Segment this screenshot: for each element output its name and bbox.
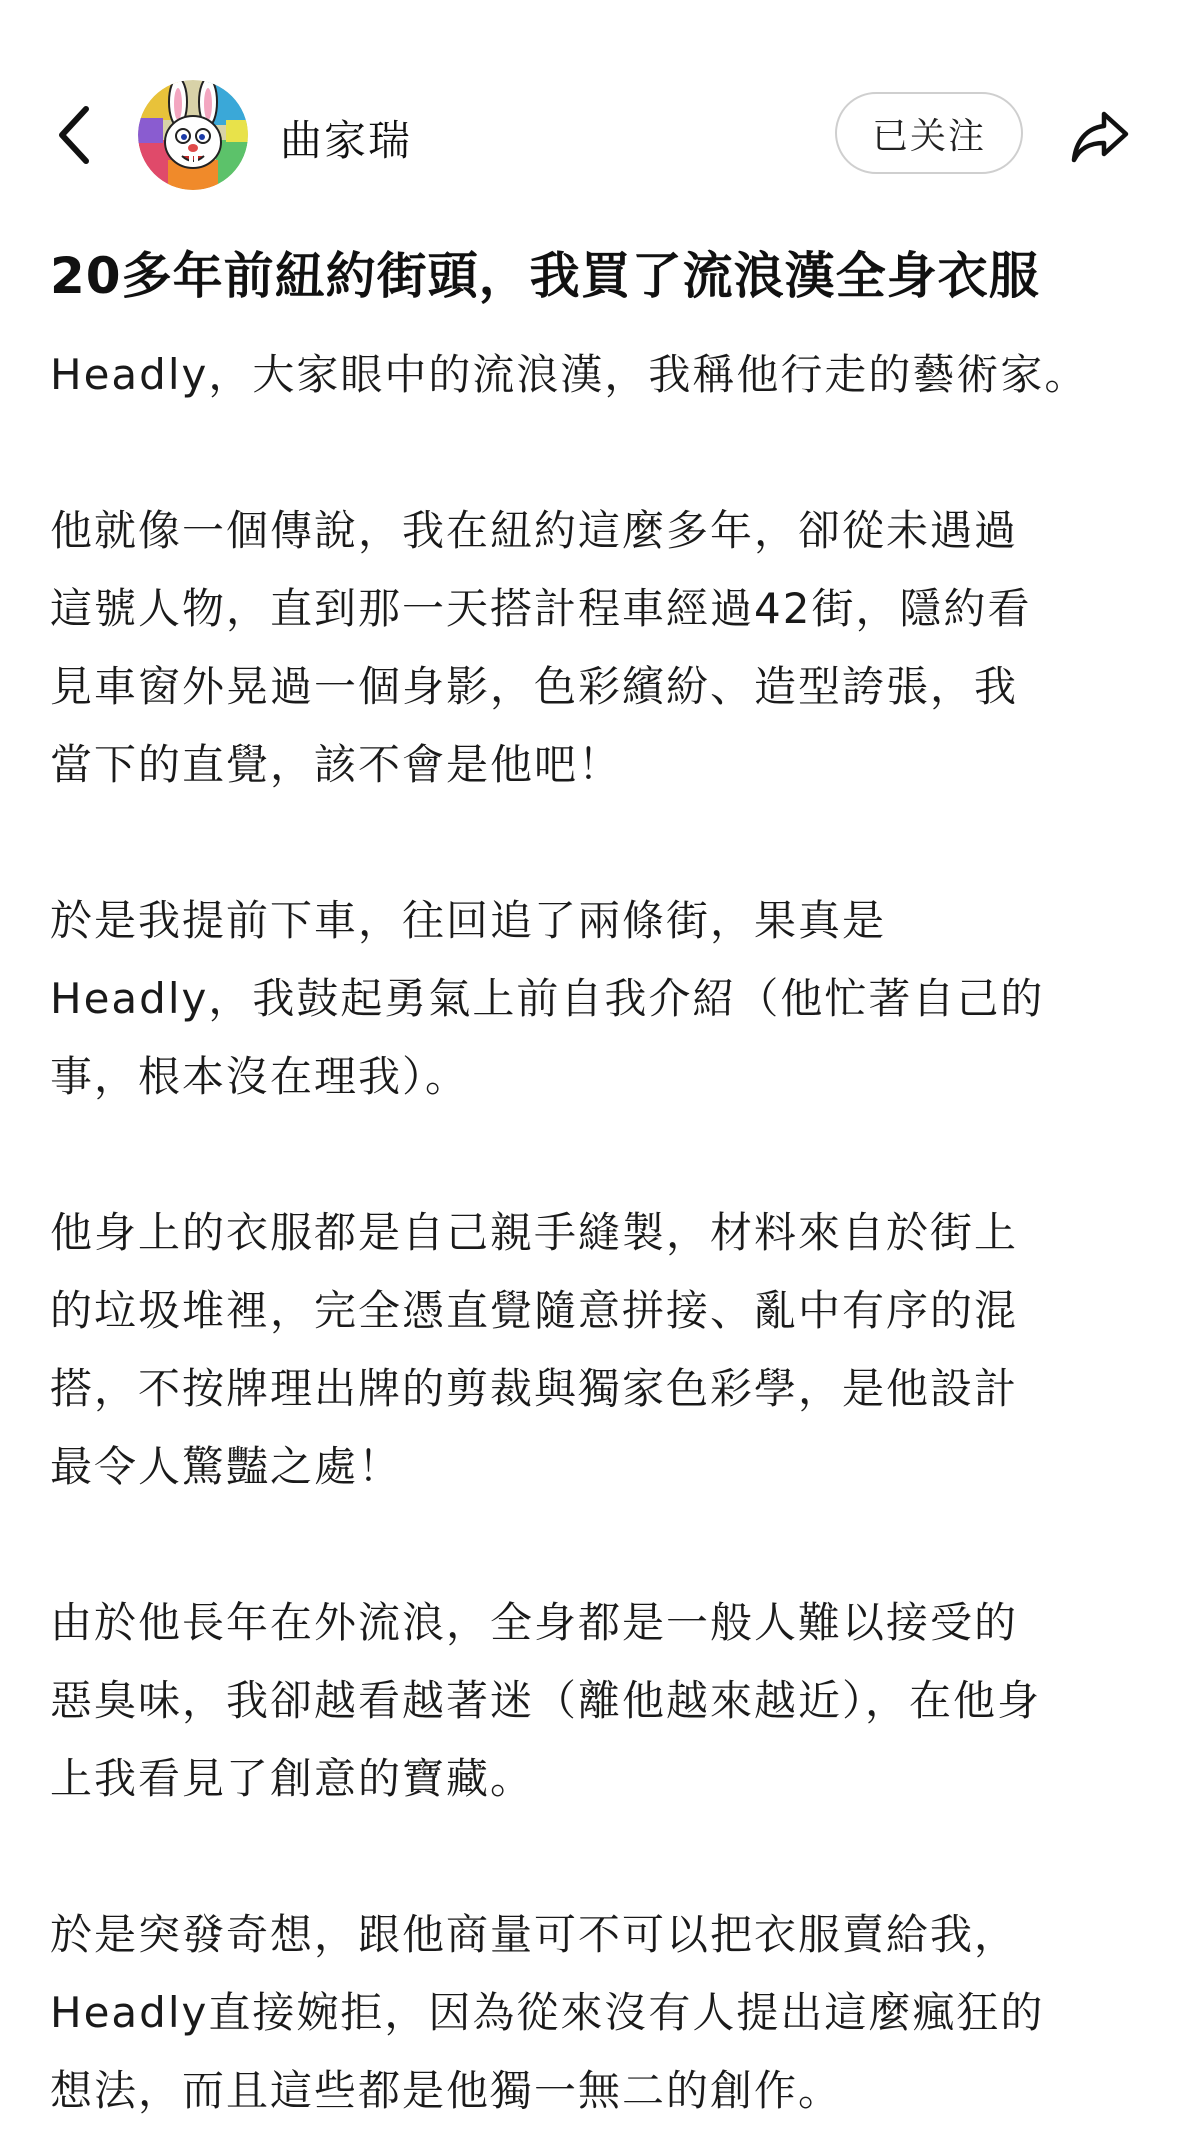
- paragraph: [50, 336, 1160, 414]
- paragraph-spacer: [50, 1818, 1160, 1896]
- rabbit-avatar-icon: [138, 80, 248, 190]
- paragraph-line: 於是我提前下車，往回追了兩條街，果真是: [50, 896, 887, 945]
- follow-button[interactable]: 已关注: [835, 92, 1023, 174]
- paragraph-spacer: [50, 414, 1160, 492]
- paragraph: [50, 1194, 1160, 1506]
- share-button[interactable]: [1062, 98, 1138, 174]
- share-arrow-icon: [1070, 108, 1130, 164]
- paragraph-line: 這號人物，直到那一天搭計程車經過42街，隱約看: [50, 584, 1032, 633]
- chevron-left-icon: [54, 103, 94, 167]
- article-body: [50, 336, 1160, 2130]
- paragraph-line: 於是突發奇想，跟他商量可不可以把衣服賣給我，: [50, 1910, 1019, 1959]
- paragraph-line: 見車窗外晃過一個身影，色彩繽紛、造型誇張，我: [50, 662, 1019, 711]
- paragraph-line: Headly，我鼓起勇氣上前自我介紹（他忙著自己的: [50, 974, 1045, 1023]
- paragraph: [50, 1584, 1160, 1818]
- paragraph-line: Headly，大家眼中的流浪漢，我稱他行走的藝術家。: [50, 350, 1089, 399]
- paragraph-line: 想法，而且這些都是他獨一無二的創作。: [50, 2066, 843, 2115]
- paragraph-line: 搭，不按牌理出牌的剪裁與獨家色彩學，是他設計: [50, 1364, 1019, 1413]
- author-name[interactable]: 曲家瑞: [280, 116, 413, 165]
- paragraph-spacer: [50, 1116, 1160, 1194]
- paragraph-line: 惡臭味，我卻越看越著迷（離他越來越近），在他身: [50, 1676, 1042, 1725]
- paragraph-line: 他就像一個傳說，我在紐約這麼多年，卻從未遇過: [50, 506, 1019, 555]
- paragraph-line: 事，根本沒在理我）。: [50, 1052, 470, 1101]
- top-bar: [0, 70, 1179, 200]
- paragraph-line: 當下的直覺，該不會是他吧！: [50, 740, 623, 789]
- paragraph: [50, 882, 1160, 1116]
- paragraph-line: 最令人驚豔之處！: [50, 1442, 403, 1491]
- paragraph: [50, 1896, 1160, 2130]
- paragraph-line: 上我看見了創意的寶藏。: [50, 1754, 535, 1803]
- paragraph-line: 的垃圾堆裡，完全憑直覺隨意拼接、亂中有序的混: [50, 1286, 1019, 1335]
- paragraph-line: Headly直接婉拒，因為從來沒有人提出這麼瘋狂的: [50, 1988, 1045, 2037]
- paragraph-spacer: [50, 804, 1160, 882]
- paragraph-line: 他身上的衣服都是自己親手縫製，材料來自於街上: [50, 1208, 1019, 1257]
- paragraph-line: 由於他長年在外流浪，全身都是一般人難以接受的: [50, 1598, 1019, 1647]
- article-title: 20多年前紐約街頭，我買了流浪漢全身衣服: [50, 247, 1040, 305]
- paragraph: [50, 492, 1160, 804]
- author-avatar[interactable]: [138, 80, 248, 190]
- back-button[interactable]: [44, 100, 104, 170]
- paragraph-spacer: [50, 1506, 1160, 1584]
